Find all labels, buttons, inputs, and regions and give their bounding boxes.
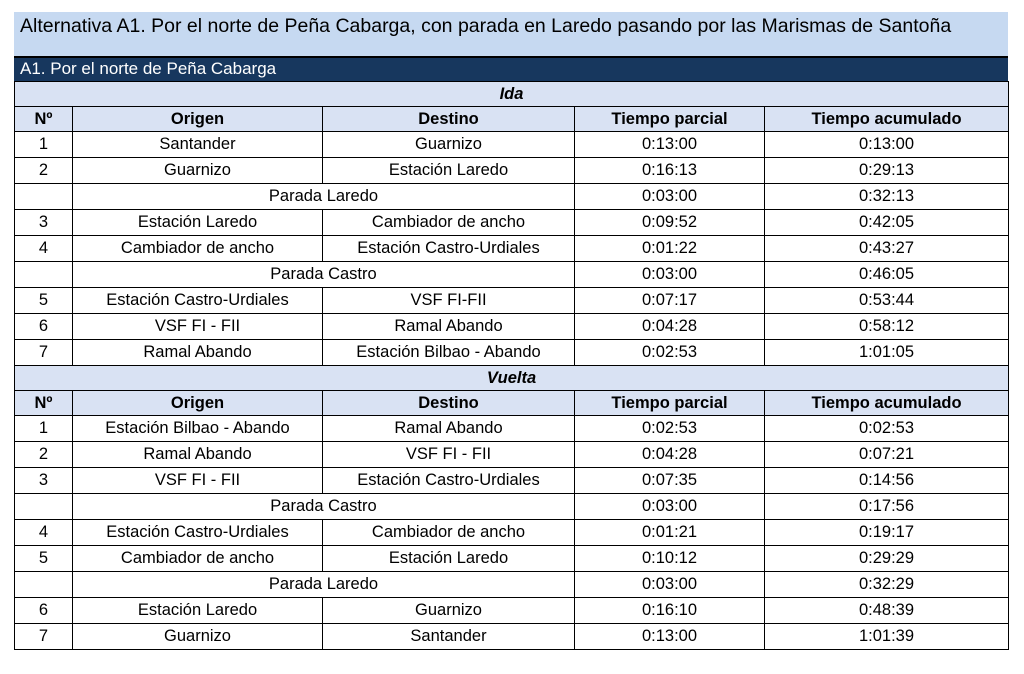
cell-n: 4 [15,520,73,546]
cell-origen: Ramal Abando [73,340,323,366]
table-row [15,340,1009,366]
cell-n [15,262,73,288]
schedule-table [14,81,1009,650]
cell-n: 7 [15,624,73,650]
col-header-n: Nº [15,391,73,416]
cell-destino: Estación Castro-Urdiales [323,468,575,494]
cell-destino: Cambiador de ancho [323,210,575,236]
cell-n: 7 [15,340,73,366]
cell-origen: Guarnizo [73,158,323,184]
cell-n: 6 [15,314,73,340]
cell-parcial: 0:02:53 [575,416,765,442]
cell-acumulado: 0:53:44 [765,288,1009,314]
table-row [15,598,1009,624]
cell-destino: Estación Castro-Urdiales [323,236,575,262]
stop-row [15,262,1009,288]
cell-origen: Estación Castro-Urdiales [73,288,323,314]
cell-acumulado: 0:19:17 [765,520,1009,546]
cell-n [15,184,73,210]
cell-n: 5 [15,546,73,572]
cell-parcial: 0:07:17 [575,288,765,314]
section-heading: A1. Por el norte de Peña Cabarga [14,58,1008,81]
cell-parcial: 0:13:00 [575,132,765,158]
direction-row-vuelta [15,366,1009,391]
cell-n: 3 [15,210,73,236]
schedule-table-body [15,82,1009,650]
cell-origen: VSF FI - FII [73,468,323,494]
cell-n: 2 [15,442,73,468]
cell-n: 1 [15,416,73,442]
cell-acumulado: 1:01:39 [765,624,1009,650]
cell-destino: Estación Laredo [323,158,575,184]
col-header-destino: Destino [323,391,575,416]
cell-acumulado: 1:01:05 [765,340,1009,366]
table-row [15,416,1009,442]
cell-parcial: 0:10:12 [575,546,765,572]
cell-parcial: 0:03:00 [575,494,765,520]
cell-origen: VSF FI - FII [73,314,323,340]
col-header-parcial: Tiempo parcial [575,107,765,132]
cell-origen: Ramal Abando [73,442,323,468]
cell-origen: Estación Bilbao - Abando [73,416,323,442]
cell-acumulado: 0:13:00 [765,132,1009,158]
cell-parcial: 0:04:28 [575,442,765,468]
direction-row-ida [15,82,1009,107]
table-row [15,546,1009,572]
cell-stop: Parada Castro [73,494,575,520]
cell-parcial: 0:09:52 [575,210,765,236]
col-header-n: Nº [15,107,73,132]
col-header-parcial: Tiempo parcial [575,391,765,416]
cell-destino: Santander [323,624,575,650]
column-header-row [15,107,1009,132]
cell-n: 1 [15,132,73,158]
cell-acumulado: 0:48:39 [765,598,1009,624]
cell-acumulado: 0:32:13 [765,184,1009,210]
cell-n [15,572,73,598]
stop-row [15,494,1009,520]
cell-destino: Estación Laredo [323,546,575,572]
cell-acumulado: 0:02:53 [765,416,1009,442]
cell-destino: Guarnizo [323,598,575,624]
column-header-row [15,391,1009,416]
document-title: Alternativa A1. Por el norte de Peña Cabarga, con parada en Laredo pasando por las Marismas de Santoña [14,12,1008,58]
cell-acumulado: 0:29:29 [765,546,1009,572]
cell-acumulado: 0:46:05 [765,262,1009,288]
cell-parcial: 0:03:00 [575,262,765,288]
col-header-destino: Destino [323,107,575,132]
cell-destino: Cambiador de ancho [323,520,575,546]
cell-parcial: 0:03:00 [575,572,765,598]
cell-destino: VSF FI - FII [323,442,575,468]
cell-destino: Ramal Abando [323,314,575,340]
cell-parcial: 0:01:22 [575,236,765,262]
cell-parcial: 0:01:21 [575,520,765,546]
cell-n [15,494,73,520]
cell-parcial: 0:16:13 [575,158,765,184]
col-header-acumulado: Tiempo acumulado [765,107,1009,132]
cell-stop: Parada Castro [73,262,575,288]
cell-acumulado: 0:42:05 [765,210,1009,236]
table-row [15,520,1009,546]
cell-n: 3 [15,468,73,494]
cell-acumulado: 0:43:27 [765,236,1009,262]
cell-parcial: 0:02:53 [575,340,765,366]
cell-origen: Cambiador de ancho [73,546,323,572]
table-row [15,442,1009,468]
cell-stop: Parada Laredo [73,572,575,598]
table-row [15,288,1009,314]
cell-acumulado: 0:17:56 [765,494,1009,520]
col-header-origen: Origen [73,391,323,416]
cell-origen: Guarnizo [73,624,323,650]
cell-acumulado: 0:32:29 [765,572,1009,598]
cell-destino: Estación Bilbao - Abando [323,340,575,366]
stop-row [15,184,1009,210]
cell-parcial: 0:13:00 [575,624,765,650]
cell-n: 2 [15,158,73,184]
cell-acumulado: 0:29:13 [765,158,1009,184]
cell-parcial: 0:07:35 [575,468,765,494]
cell-n: 4 [15,236,73,262]
document [14,12,1008,650]
cell-n: 6 [15,598,73,624]
table-row [15,132,1009,158]
table-row [15,236,1009,262]
cell-parcial: 0:16:10 [575,598,765,624]
cell-origen: Estación Laredo [73,598,323,624]
cell-stop: Parada Laredo [73,184,575,210]
table-row [15,314,1009,340]
table-row [15,210,1009,236]
cell-n: 5 [15,288,73,314]
cell-destino: Guarnizo [323,132,575,158]
direction-label: Ida [15,82,1009,107]
cell-origen: Cambiador de ancho [73,236,323,262]
col-header-acumulado: Tiempo acumulado [765,391,1009,416]
stop-row [15,572,1009,598]
cell-acumulado: 0:58:12 [765,314,1009,340]
table-row [15,624,1009,650]
col-header-origen: Origen [73,107,323,132]
table-row [15,468,1009,494]
cell-destino: Ramal Abando [323,416,575,442]
cell-parcial: 0:04:28 [575,314,765,340]
cell-origen: Estación Laredo [73,210,323,236]
table-row [15,158,1009,184]
cell-origen: Estación Castro-Urdiales [73,520,323,546]
cell-destino: VSF FI-FII [323,288,575,314]
cell-acumulado: 0:07:21 [765,442,1009,468]
cell-parcial: 0:03:00 [575,184,765,210]
direction-label: Vuelta [15,366,1009,391]
cell-origen: Santander [73,132,323,158]
cell-acumulado: 0:14:56 [765,468,1009,494]
